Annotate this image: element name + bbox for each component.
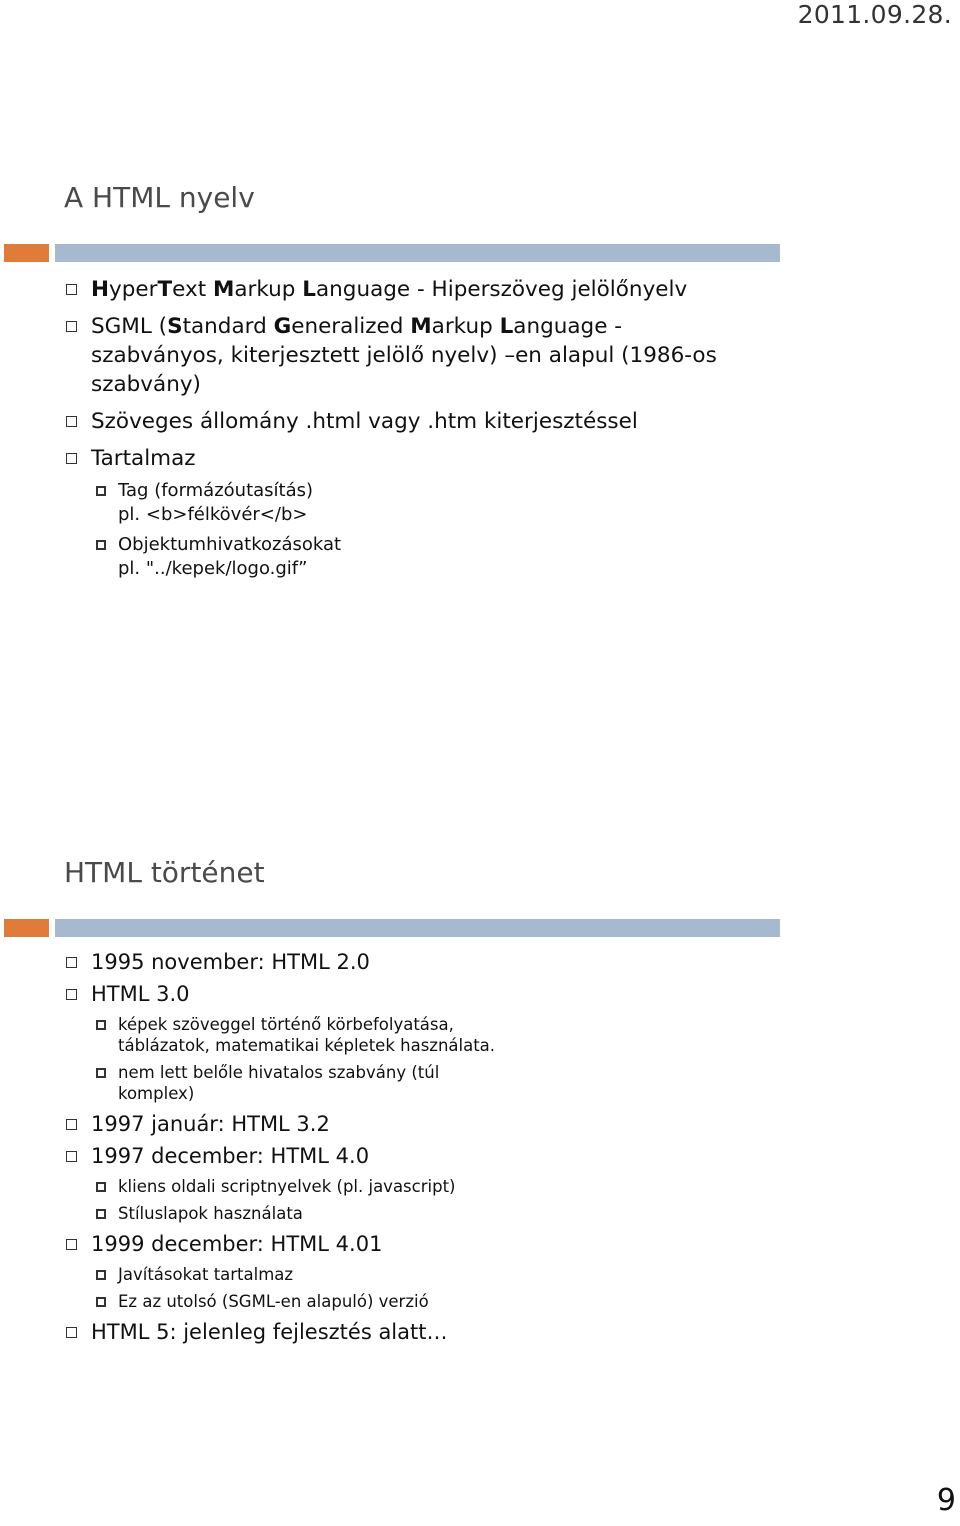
- sub-bullet-item-object-links: [0, 533, 730, 581]
- sub-bullet-item: [0, 1203, 730, 1224]
- bullet-item-html-4: [0, 1142, 960, 1224]
- square-bullet-icon: [66, 284, 77, 295]
- square-bullet-icon: [66, 989, 77, 1000]
- slide-html-language: [0, 170, 960, 589]
- square-bullet-icon: [66, 416, 77, 427]
- bullet-text: anguage - Hiperszöveg jelölőnyelv: [316, 277, 688, 302]
- page-number: 9: [936, 1483, 956, 1518]
- bold-initial: M: [212, 277, 235, 302]
- bullet-text: HTML 5: jelenleg fejlesztés alatt…: [91, 1320, 448, 1344]
- bold-initial: L: [302, 277, 316, 302]
- sub-bullet-text: Javításokat tartalmaz: [118, 1265, 294, 1284]
- square-sub-bullet-icon: [96, 1182, 106, 1192]
- bullet-text: ext: [172, 277, 213, 302]
- square-sub-bullet-icon: [96, 1209, 106, 1219]
- bullet-text: Szöveges állomány .html vagy .htm kiterjesztéssel: [91, 409, 638, 434]
- accent-bar-blue: [55, 919, 780, 937]
- accent-bar-orange: [4, 244, 49, 262]
- sub-bullet-list: [91, 479, 730, 581]
- slide-title: A HTML nyelv: [64, 181, 255, 214]
- bullet-list: [0, 948, 960, 1346]
- bullet-text: 1997 december: HTML 4.0: [91, 1144, 370, 1168]
- bullet-item-html-definition: [0, 275, 960, 304]
- bullet-item-html-3-2: [0, 1110, 960, 1138]
- sub-bullet-item-tag: [0, 479, 730, 527]
- bullet-item-html-2: [0, 948, 960, 976]
- sub-bullet-example: pl. "../kepek/logo.gif”: [118, 558, 308, 579]
- sub-bullet-text: Stíluslapok használata: [118, 1204, 303, 1223]
- sub-bullet-item: [0, 1062, 730, 1104]
- sub-bullet-text: Objektumhivatkozásokat: [118, 534, 342, 555]
- bold-initial: S: [167, 314, 183, 339]
- bullet-text: 1997 január: HTML 3.2: [91, 1112, 330, 1136]
- sub-bullet-item: [0, 1264, 730, 1285]
- bullet-text: SGML (: [91, 314, 168, 339]
- bullet-text: yper: [109, 277, 158, 302]
- sub-bullet-example: pl. <b>félkövér</b>: [118, 504, 308, 525]
- bullet-item-html-3: [0, 980, 960, 1104]
- sub-bullet-text: képek szöveggel történő körbefolyatása, táblázatok, matematikai képletek használata.: [118, 1015, 496, 1055]
- square-sub-bullet-icon: [96, 486, 106, 496]
- title-divider-bar: [0, 244, 960, 262]
- sub-bullet-text: Ez az utolsó (SGML-en alapuló) verzió: [118, 1292, 429, 1311]
- sub-bullet-list: [91, 1176, 730, 1224]
- bullet-item-text-file: [0, 407, 960, 436]
- bullet-text: 1999 december: HTML 4.01: [91, 1232, 383, 1256]
- sub-bullet-text: kliens oldali scriptnyelvek (pl. javascript): [118, 1177, 456, 1196]
- slide-title: HTML történet: [64, 856, 265, 889]
- sub-bullet-item: [0, 1014, 730, 1056]
- bullet-text: 1995 november: HTML 2.0: [91, 950, 370, 974]
- bullet-item-html-4-01: [0, 1230, 960, 1312]
- square-bullet-icon: [66, 321, 77, 332]
- bullet-item-contains: [0, 444, 960, 581]
- sub-bullet-text: nem lett belőle hivatalos szabvány (túl komplex): [118, 1063, 440, 1103]
- bold-initial: T: [157, 277, 173, 302]
- bullet-list: [0, 275, 960, 581]
- sub-bullet-item: [0, 1176, 730, 1197]
- square-sub-bullet-icon: [96, 540, 106, 550]
- bullet-text: arkup: [234, 277, 303, 302]
- square-sub-bullet-icon: [96, 1068, 106, 1078]
- square-bullet-icon: [66, 1239, 77, 1250]
- bullet-text: anguage - szabványos, kiterjesztett jelölő nyelv) –en alapul (1986-os szabvány): [91, 314, 717, 397]
- square-bullet-icon: [66, 957, 77, 968]
- bold-initial: M: [410, 314, 432, 339]
- print-date: 2011.09.28.: [797, 0, 952, 29]
- sub-bullet-list: [91, 1014, 730, 1104]
- square-sub-bullet-icon: [96, 1020, 106, 1030]
- bold-initial: H: [91, 277, 109, 302]
- bold-initial: G: [273, 314, 292, 339]
- square-bullet-icon: [66, 1151, 77, 1162]
- bullet-text: HTML 3.0: [91, 982, 190, 1006]
- bullet-text: Tartalmaz: [91, 446, 196, 471]
- square-bullet-icon: [66, 1327, 77, 1338]
- bullet-text: arkup: [431, 314, 500, 339]
- accent-bar-orange: [4, 919, 49, 937]
- bullet-text: eneralized: [291, 314, 411, 339]
- square-sub-bullet-icon: [96, 1297, 106, 1307]
- bullet-item-html-5: [0, 1318, 960, 1346]
- sub-bullet-text: Tag (formázóutasítás): [118, 480, 314, 501]
- square-sub-bullet-icon: [96, 1270, 106, 1280]
- sub-bullet-item: [0, 1291, 730, 1312]
- square-bullet-icon: [66, 1119, 77, 1130]
- square-bullet-icon: [66, 453, 77, 464]
- slide-html-history: [0, 845, 960, 1350]
- bold-initial: L: [499, 314, 514, 339]
- bullet-text: tandard: [182, 314, 274, 339]
- accent-bar-blue: [55, 244, 780, 262]
- bullet-item-sgml: [0, 312, 960, 399]
- title-divider-bar: [0, 919, 960, 937]
- sub-bullet-list: [91, 1264, 730, 1312]
